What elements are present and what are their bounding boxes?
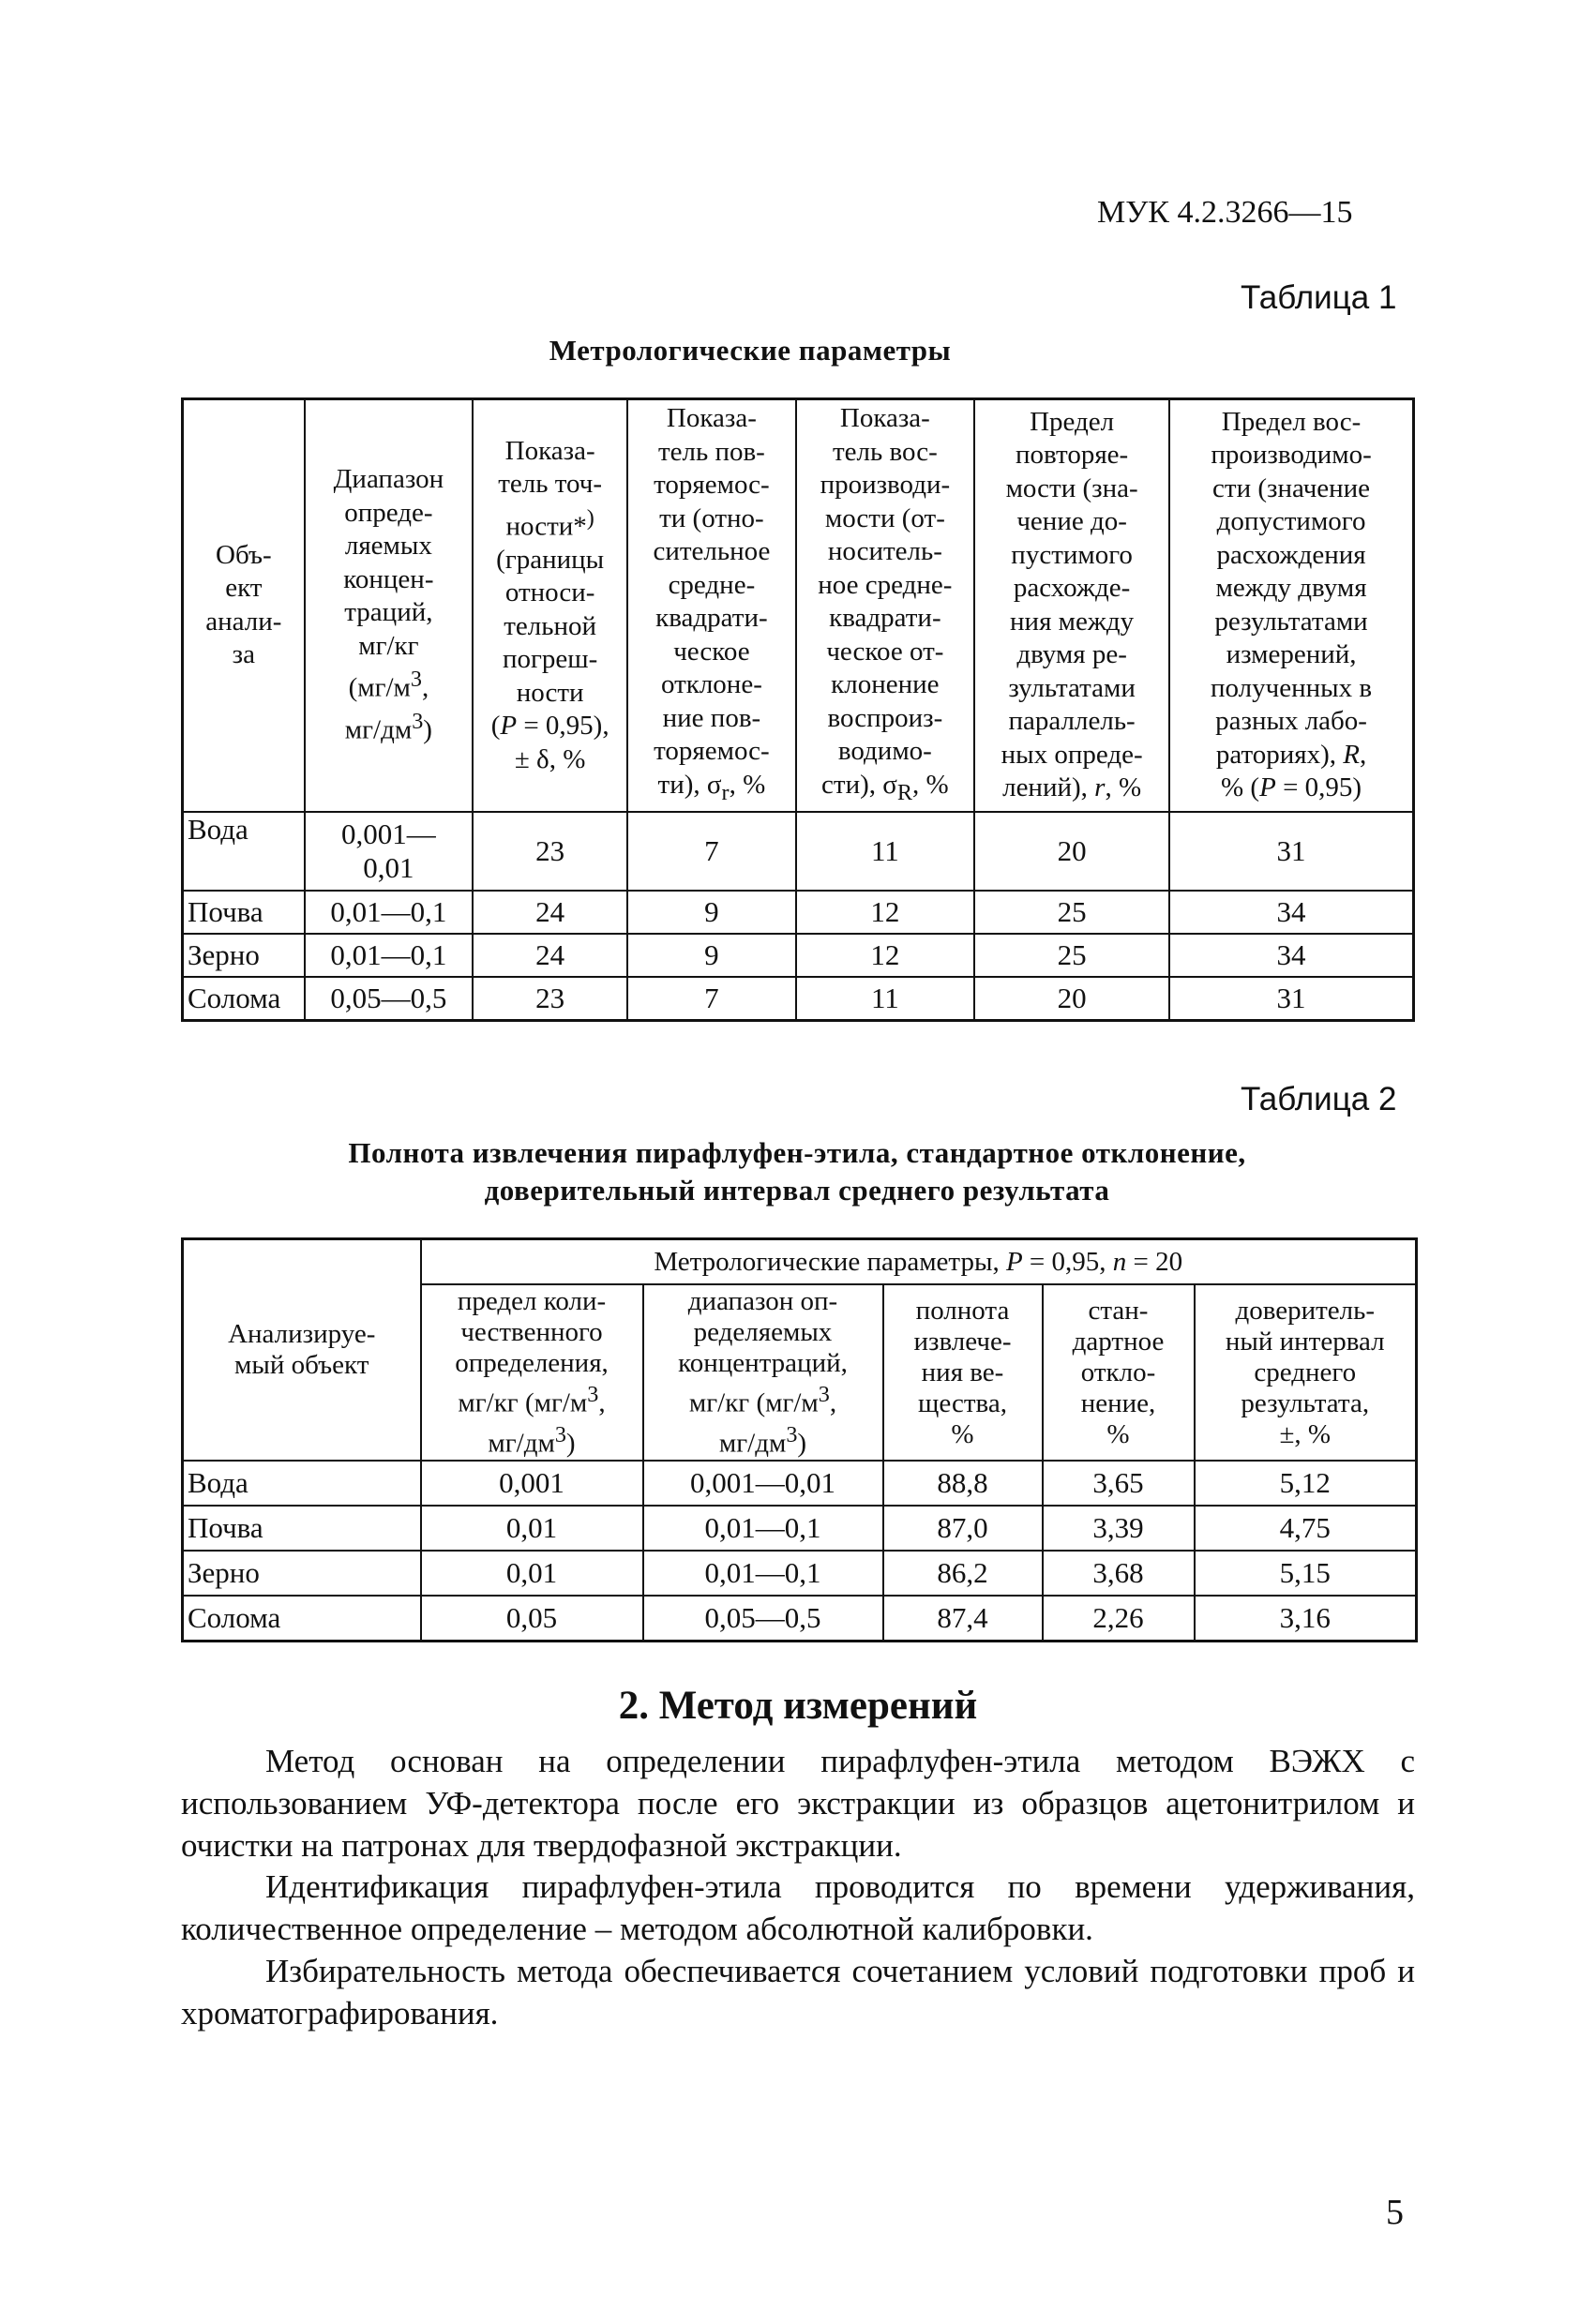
column-header: Анализируе- мый объект — [183, 1239, 421, 1462]
paragraph-text: Метод основан на определении пирафлуфен-этила методом ВЭЖХ с использованием УФ-детектора после его экстракции из образцов ацетонитрилом и очистки на патронах для твердофазной экстракции. — [181, 1743, 1415, 1864]
table-cell: 23 — [473, 977, 627, 1021]
table-cell: 0,01—0,1 — [643, 1551, 883, 1596]
table-cell: 9 — [627, 891, 795, 934]
table-cell: 87,4 — [883, 1596, 1043, 1642]
table-row — [183, 1461, 1417, 1506]
table-cell: 34 — [1169, 891, 1413, 934]
column-header: Предел вос- производимо- сти (значение допустимого расхождения между двумя результатами измерений, полученных в разных лабо- раториях), R, % (P = 0,95) — [1169, 399, 1413, 812]
column-group-header: Метрологические параметры, P = 0,95, n = 20 — [421, 1239, 1417, 1285]
table-row — [183, 1551, 1417, 1596]
table-cell: 86,2 — [883, 1551, 1043, 1596]
table-cell: 31 — [1169, 812, 1413, 891]
table-cell: 12 — [796, 891, 975, 934]
table2-caption — [178, 1134, 1416, 1209]
table-cell: 0,05—0,5 — [643, 1596, 883, 1642]
table-cell: 0,05 — [421, 1596, 643, 1642]
table-cell: 3,16 — [1195, 1596, 1417, 1642]
document-id: МУК 4.2.3266—15 — [1097, 195, 1353, 230]
table-cell: 24 — [473, 934, 627, 977]
column-header: предел коли- чественного определения, мг/кг ($мг/м^3$, $мг/дм^3$) — [421, 1284, 643, 1461]
paragraph — [181, 1866, 1415, 1950]
table-header-row — [183, 399, 1414, 812]
table-cell: 25 — [974, 934, 1169, 977]
table-cell: Почва — [183, 891, 305, 934]
table-cell: 5,12 — [1195, 1461, 1417, 1506]
column-header: доверитель- ный интервал среднего результата, ±, % — [1195, 1284, 1417, 1461]
table-cell: 3,39 — [1043, 1506, 1195, 1551]
table-cell: 7 — [627, 812, 795, 891]
table-header-row — [183, 1239, 1417, 1285]
table-cell: 2,26 — [1043, 1596, 1195, 1642]
table-cell: Зерно — [183, 934, 305, 977]
table-row — [183, 891, 1414, 934]
table-cell: 34 — [1169, 934, 1413, 977]
table-cell: 3,68 — [1043, 1551, 1195, 1596]
table-cell: 0,001—0,01 — [643, 1461, 883, 1506]
table-cell: 0,001— 0,01 — [305, 812, 473, 891]
column-header: Предел повторяе- мости (зна- чение до- пустимого расхожде- ния между двумя ре- зультатами параллель- ных опреде- лений), r, % — [974, 399, 1169, 812]
table-cell: 5,15 — [1195, 1551, 1417, 1596]
table-cell: 0,01—0,1 — [643, 1506, 883, 1551]
table-cell: Солома — [183, 1596, 421, 1642]
table-row — [183, 1596, 1417, 1642]
section-title: 2. Метод измерений — [618, 1684, 978, 1728]
table-row — [183, 1506, 1417, 1551]
table-cell: 11 — [796, 977, 975, 1021]
table2-caption-line: Полнота извлечения пирафлуфен-этила, стандартное отклонение, — [348, 1136, 1246, 1169]
table-cell: 31 — [1169, 977, 1413, 1021]
paragraph-text: Идентификация пирафлуфен-этила проводится по времени удерживания, количественное определение – методом абсолютной калибровки. — [181, 1868, 1415, 1947]
table2-caption-line: доверительный интервал среднего результата — [484, 1174, 1110, 1207]
table-cell: 20 — [974, 977, 1169, 1021]
table-cell: 0,01—0,1 — [305, 891, 473, 934]
table-cell: Солома — [183, 977, 305, 1021]
table-cell: 12 — [796, 934, 975, 977]
table-cell: 20 — [974, 812, 1169, 891]
table-cell: 9 — [627, 934, 795, 977]
table-cell: 88,8 — [883, 1461, 1043, 1506]
column-header: Диапазон опреде- ляемых концен- траций, мг/кг ($мг/м^3$, $мг/дм^3$) — [305, 399, 473, 812]
page-number: 5 — [1386, 2193, 1404, 2232]
paragraph — [181, 1740, 1415, 1867]
table-row — [183, 812, 1414, 891]
table1-caption: Метрологические параметры — [549, 334, 952, 367]
table-cell: 4,75 — [1195, 1506, 1417, 1551]
table-row — [183, 934, 1414, 977]
table1-label: Таблица 1 — [1241, 279, 1397, 316]
table-cell: 0,01 — [421, 1551, 643, 1596]
column-header: полнота извлече- ния ве- щества, % — [883, 1284, 1043, 1461]
table-cell: Почва — [183, 1506, 421, 1551]
table-cell: 3,65 — [1043, 1461, 1195, 1506]
column-header: Показа- тель вос- производи- мости (от- носитель- ное средне- квадрати- ческое от- клонение воспроиз- водимо- сти), $\sigma_R$, % — [796, 399, 975, 812]
metrological-parameters-table — [181, 397, 1415, 1022]
table2-label: Таблица 2 — [1241, 1081, 1397, 1117]
column-header: Показа- тель точ- ности*) (границы относи- тельной погреш- ности (P = 0,95), ± δ, % — [473, 399, 627, 812]
table-cell: 11 — [796, 812, 975, 891]
table-cell: 87,0 — [883, 1506, 1043, 1551]
table-cell: 0,001 — [421, 1461, 643, 1506]
column-header: Показа- тель пов- торяемос- ти (отно- сительное средне- квадрати- ческое отклоне- ние пов- торяемос- ти), $\sigma_r$, % — [627, 399, 795, 812]
table-cell: 25 — [974, 891, 1169, 934]
paragraph-text: Избирательность метода обеспечивается сочетанием условий подготовки проб и хроматографирования. — [181, 1953, 1415, 2032]
table-cell: 23 — [473, 812, 627, 891]
table-cell: 0,05—0,5 — [305, 977, 473, 1021]
extraction-completeness-table — [181, 1237, 1418, 1642]
table-cell: Вода — [183, 812, 305, 891]
table-cell: 7 — [627, 977, 795, 1021]
table-row — [183, 977, 1414, 1021]
column-header: стан- дартное откло- нение, % — [1043, 1284, 1195, 1461]
table-cell: 0,01 — [421, 1506, 643, 1551]
table-cell: Вода — [183, 1461, 421, 1506]
paragraph — [181, 1950, 1415, 2034]
column-header: диапазон оп- ределяемых концентраций, мг/кг ($мг/м^3$, $мг/дм^3$) — [643, 1284, 883, 1461]
table-cell: 24 — [473, 891, 627, 934]
table-cell: 0,01—0,1 — [305, 934, 473, 977]
column-header: Объ- ект анали- за — [183, 399, 305, 812]
table-cell: Зерно — [183, 1551, 421, 1596]
